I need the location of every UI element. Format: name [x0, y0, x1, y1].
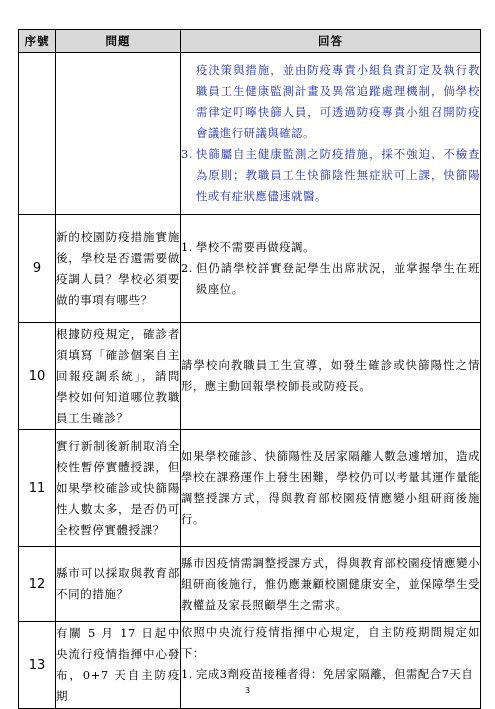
answer-item: 2. 但仍請學校詳實登記學生出席狀況，並掌握學生在班級座位。: [181, 262, 480, 296]
row-answer: [181, 547, 481, 622]
table-row: [19, 430, 481, 547]
answer-intro: 依照中央流行疫情指揮中心規定，自主防疫期間規定如下：: [181, 626, 480, 660]
row-question: 縣市可以採取與教育部不同的措施？: [56, 547, 181, 622]
row-answer: [181, 53, 481, 215]
row-question: 根據防疫規定，確診者須填寫「確診個案自主回報疫調系統」，請問學校如何知道哪位教職員工生確診？: [56, 323, 181, 430]
answer-item: 3. 快篩屬自主健康監測之防疫措施，採不強迫、不檢查為原則；教職員工生快篩陰性無症狀可上課，快篩陽性或有症狀應儘速就醫。: [181, 148, 480, 203]
table-row: [19, 215, 481, 323]
answer-text: 請學校向教職員工生宣導，如發生確診或快篩陽性之情形，應主動回報學校師長或防疫長。: [181, 359, 480, 393]
row-question: [56, 53, 181, 215]
table-row: [19, 53, 481, 215]
row-number: 11: [19, 430, 56, 547]
answer-text: 縣市因疫情需調整授課方式，得與教育部校園疫情應變小組研商後施行，惟仍應兼顧校園健康安全，並保障學生受教權益及家長照顧學生之需求。: [181, 556, 480, 612]
row-number: [19, 53, 56, 215]
row-answer: [181, 622, 481, 709]
answer-item: 1. 完成3劑疫苗接種者得：免居家隔離，但需配合7天自: [181, 668, 474, 681]
header-question: 問題: [56, 30, 181, 53]
row-question: 有關 5 月 17 日起中央流行疫情指揮中心發布，0+7 天自主防疫期: [56, 622, 181, 709]
answer-item: 1. 學校不需要再做疫調。: [181, 241, 315, 254]
row-answer: [181, 323, 481, 430]
qa-table: [18, 29, 481, 709]
page-number: 3: [244, 686, 251, 695]
table-row: [19, 622, 481, 709]
answer-text: 如果學校確診、快篩陽性及居家隔離人數急遽增加，造成學校在課務運作上發生困難，學校仍可以考量其運作量能調整授課方式，得與教育部校園疫情應變小組研商後施行。: [181, 450, 480, 526]
row-number: 9: [19, 215, 56, 323]
row-question: 實行新制後新制取消全校性暫停實體授課，但如果學校確診或快篩陽性人數太多，是否仍可全校暫停實體授課？: [56, 430, 181, 547]
header-answer: 回答: [181, 30, 481, 53]
table-row: [19, 323, 481, 430]
row-answer: [181, 430, 481, 547]
row-question: 新的校園防疫措施實施後，學校是否還需要做疫調人員？學校必須要做的事項有哪些？: [56, 215, 181, 323]
header-number: 序號: [19, 30, 56, 53]
row-number: 12: [19, 547, 56, 622]
row-number: 10: [19, 323, 56, 430]
answer-continued-text: 疫決策與措施，並由防疫專責小組負責訂定及執行教職員工生健康監測計畫及異常追蹤處理機制，倘學校需律定叮嚀快篩人員，可透過防疫專責小組召開防疫會議進行研議與確認。: [196, 64, 480, 140]
row-answer: [181, 215, 481, 323]
table-row: [19, 547, 481, 622]
row-number: 13: [19, 622, 56, 709]
table-header-row: [19, 30, 481, 53]
